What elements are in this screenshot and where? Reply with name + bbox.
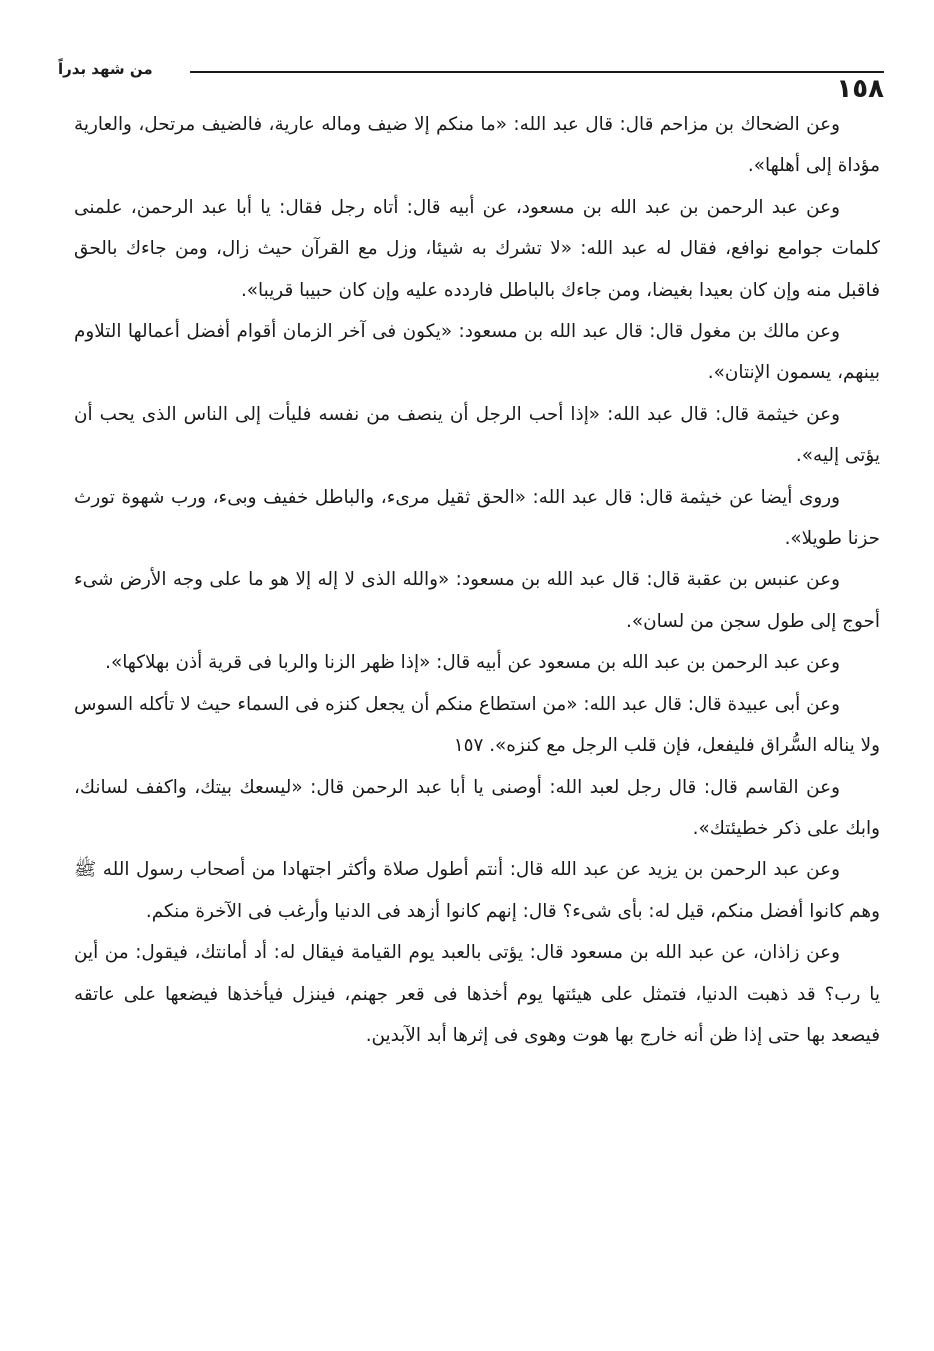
page-header: [58, 52, 884, 104]
paragraph: وعن عنبس بن عقبة قال: قال عبد الله بن مسعود: «والله الذى لا إله إلا هو ما على وجه الأرض شىء أحوج إلى طول سجن من لسان».: [74, 569, 880, 632]
paragraph: وعن زاذان، عن عبد الله بن مسعود قال: يؤتى بالعبد يوم القيامة فيقال له: أد أمانتك، فيقول: من أين يا رب؟ قد ذهبت الدنيا، فتمثل على هيئتها يوم أخذها فى قعر جهنم، فينزل فيأخذها فيضعها على عاتقه فيصعد بها حتى إذا ظن أنه خارج بها هوت وهوى فى إثرها أبد الآبدين.: [74, 942, 880, 1046]
paragraph: وعن عبد الرحمن بن عبد الله بن مسعود عن أبيه قال: «إذا ظهر الزنا والربا فى قرية أذن بهلاكها».: [105, 652, 840, 674]
running-title: من شهد بدراً: [58, 60, 153, 78]
paragraph: وعن خيثمة قال: قال عبد الله: «إذا أحب الرجل أن ينصف من نفسه فليأت إلى الناس الذى يحب أن يؤتى إليه».: [74, 403, 880, 467]
header-rule: [190, 71, 884, 73]
paragraph: وعن عبد الرحمن بن يزيد عن عبد الله قال: أنتم أطول صلاة وأكثر اجتهادا من أصحاب رسول الله ﷺ وهم كانوا أفضل منكم، قيل له: بأى شىء؟ قال: إنهم كانوا أزهد فى الدنيا وأرغب فى الآخرة منكم.: [74, 859, 880, 922]
paragraph: وعن أبى عبيدة قال: قال عبد الله: «من استطاع منكم أن يجعل كنزه فى السماء حيث لا تأكله السوس ولا يناله السُّراق فليفعل، فإن قلب الرجل مع كنزه». ١٥٧: [74, 693, 880, 757]
paragraph: وعن الضحاك بن مزاحم قال: قال عبد الله: «ما منكم إلا ضيف وماله عارية، فالضيف مرتحل، والعارية مؤداة إلى أهلها».: [74, 114, 880, 177]
paragraph: وروى أيضا عن خيثمة قال: قال عبد الله: «الحق ثقيل مرىء، والباطل خفيف وبىء، ورب شهوة تورث حزنا طويلا».: [74, 486, 880, 550]
paragraph: وعن القاسم قال: قال رجل لعبد الله: أوصنى يا أبا عبد الرحمن قال: «ليسعك بيتك، واكفف لسانك، وابك على ذكر خطيئتك».: [74, 776, 880, 839]
page-number: ١٥٨: [836, 74, 884, 104]
paragraph: وعن مالك بن مغول قال: قال عبد الله بن مسعود: «يكون فى آخر الزمان أقوام أفضل أعمالها التلاوم بينهم، يسمون الإنتان».: [74, 321, 880, 384]
body-text: [74, 104, 880, 1056]
paragraph: وعن عبد الرحمن بن عبد الله بن مسعود، عن أبيه قال: أتاه رجل فقال: يا أبا عبد الرحمن، علمنى كلمات جوامع نوافع، فقال له عبد الله: «لا تشرك به شيئا، وزل مع القرآن حيث زال، ومن جاءك بالحق فاقبل منه وإن كان بعيدا بغيضا، ومن جاءك بالباطل فاردده عليه وإن كان حبيبا قريبا».: [74, 196, 880, 301]
